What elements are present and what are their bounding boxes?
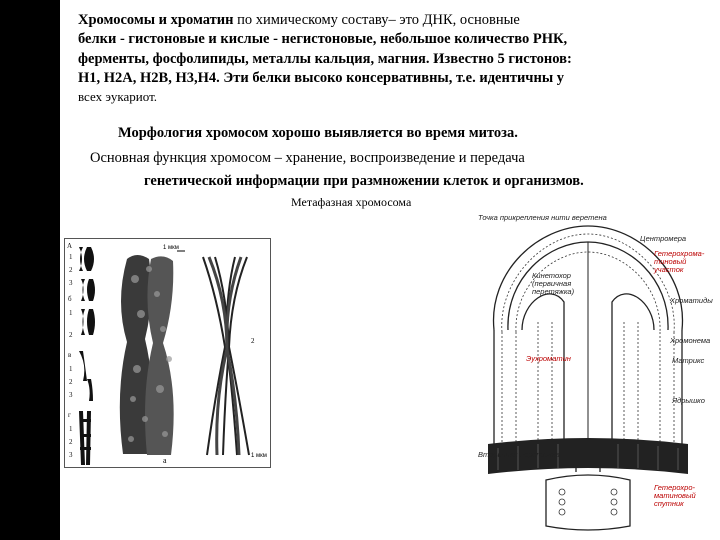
label-chromatids: Хроматиды [670,296,713,305]
label-chromonema: Хромонема [670,336,711,345]
paragraph-line: всех эукариот. [78,89,158,105]
paragraph-line: белки - гистоновые и кислые - негистоновые, небольшое количество РНК, [78,31,568,48]
label-euchromatin: Эухроматин [526,354,571,363]
row-label: б [68,295,72,303]
label-centromere: Центромера [640,234,687,243]
row-label: в [68,351,72,359]
row-label: 3 [69,391,73,399]
row-label: г [68,411,71,419]
paragraph-line: Н1, Н2А, Н2В, Н3,Н4. Эти белки высоко консервативны, т.е. идентичны у [78,69,565,86]
small-chromosome-sketches [79,247,95,465]
paragraph-line [78,11,572,30]
lead-rest: по химическому составу– это ДНК, основные [233,12,520,28]
satellite-beads [559,489,617,515]
paragraph-composition [78,11,572,107]
row-label: 3 [69,279,73,287]
slide [60,0,720,540]
panel-letter-a: а [163,456,167,465]
row-label: 1 [69,425,73,433]
row-label: 2 [69,331,73,339]
label-heterochromatin: Гетерохромa- тиновый участок [654,249,705,274]
figure-caption: Метафазная хромосома [291,195,412,209]
large-chromosome-a [120,245,185,465]
scale-mark-2: 1 мкм [251,453,267,459]
row-label: 1 [69,309,73,317]
paragraph-function-line2: генетической информации при размножении клеток и организмов. [144,173,584,189]
paragraph-morphology: Морфология хромосом хорошо выявляется во время митоза. [118,125,518,141]
scale-mark-1: 1 мкм [163,245,179,251]
mark-2: 2 [251,337,255,345]
row-label: 1 [69,365,73,373]
label-kinetochore: Кинетохор (первичная перетяжка) [532,271,575,296]
label-satellite: Гетерохро- матиновый спутник [654,483,696,508]
label-spindle-attachment: Точка прикрепления нити веретена [478,213,607,222]
row-label: 2 [69,438,73,446]
row-label: 3 [69,451,73,459]
label-nucleolus: Ядрышко [672,396,705,405]
chromosome-micrograph-figure [64,238,271,468]
row-label: 2 [69,266,73,274]
large-chromosome-b [203,257,249,455]
label-secondary-constriction: Вторичная перетяжка [478,450,560,459]
row-label: 1 [69,253,73,261]
lead-bold-term: Хромосомы и хроматин [78,12,234,28]
paragraph-line: ферменты, фосфолипиды, металлы кальция, магния. Известно 5 гистонов: [78,50,572,67]
metaphase-chromosome-diagram [458,212,720,540]
row-label: А [67,242,73,250]
micrograph-drawing [65,239,270,467]
label-matrix: Матрикс [672,356,705,365]
paragraph-function-line1: Основная функция хромосом – хранение, воспроизведение и передача [90,150,525,166]
row-label: 2 [69,378,73,386]
row-labels [67,242,73,459]
